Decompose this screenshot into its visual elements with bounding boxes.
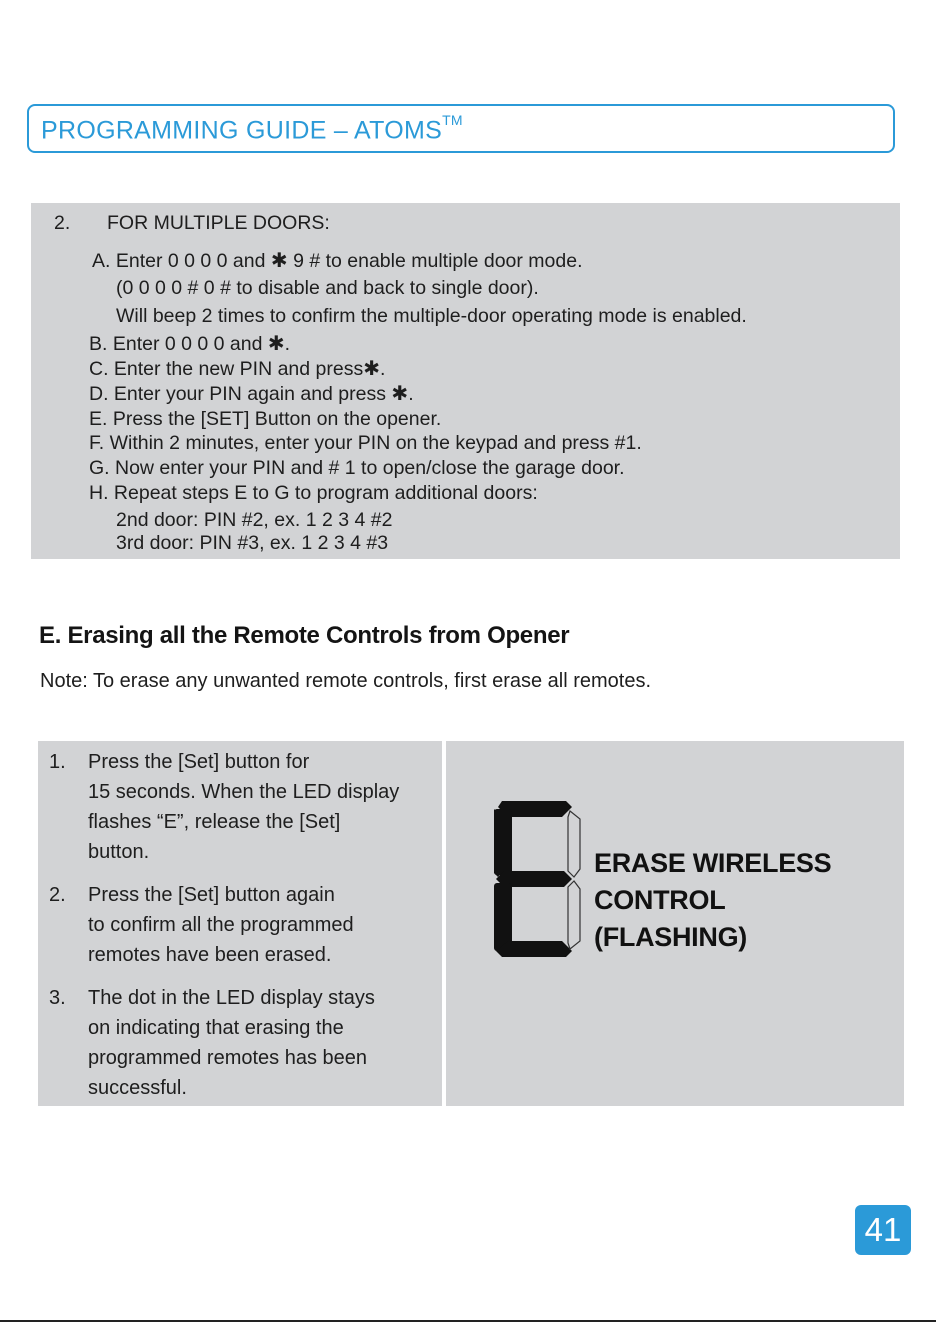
step-a-pre: A. Enter 0 0 0 0 and <box>92 250 266 272</box>
step-a-disable: (0 0 0 0 # 0 # to disable and back to single door). <box>116 277 539 299</box>
step-3-line: programmed remotes has been <box>88 1047 368 1069</box>
segment-e <box>494 883 512 951</box>
header-box <box>27 104 895 153</box>
step-h-door-3: 3rd door: PIN #3, ex. 1 2 3 4 #3 <box>116 532 389 554</box>
page-title <box>41 112 463 145</box>
led-label-line: CONTROL <box>594 885 726 915</box>
page-title-text: PROGRAMMING GUIDE – ATOMS <box>41 116 443 145</box>
step-b: B. Enter 0 0 0 0 and ✱. <box>89 333 291 355</box>
multiple-doors-panel <box>31 203 900 559</box>
step-3-line: successful. <box>88 1077 187 1099</box>
asterisk-icon: ✱ <box>267 333 285 355</box>
section-title: E. Erasing all the Remote Controls from Opener <box>39 622 570 649</box>
segment-f-body <box>494 809 512 875</box>
asterisk-icon: ✱ <box>391 383 409 405</box>
step-3-line: The dot in the LED display stays <box>88 987 375 1009</box>
step-h: H. Repeat steps E to G to program additional doors: <box>89 482 538 504</box>
led-label-line: (FLASHING) <box>594 922 747 952</box>
seven-segment-display-icon <box>490 797 590 962</box>
step-2-line: remotes have been erased. <box>88 944 332 966</box>
step-3-line: on indicating that erasing the <box>88 1017 344 1039</box>
step-b-text: B. Enter 0 0 0 0 and <box>89 333 263 355</box>
led-label <box>594 845 831 956</box>
step-1-line: 15 seconds. When the LED display <box>88 781 400 803</box>
step-1-number: 1. <box>49 751 66 773</box>
step-d: D. Enter your PIN again and press ✱. <box>89 383 414 405</box>
asterisk-icon: ✱ <box>270 250 288 272</box>
segment-d <box>496 941 572 957</box>
step-a-post: 9 # to enable multiple door mode. <box>293 250 583 272</box>
step-1-line: button. <box>88 841 150 863</box>
step-2-number: 2. <box>49 884 66 906</box>
multiple-doors-heading: FOR MULTIPLE DOORS: <box>107 212 330 234</box>
step-e: E. Press the [SET] Button on the opener. <box>89 408 442 430</box>
step-1-line: Press the [Set] button for <box>88 751 310 773</box>
step-g: G. Now enter your PIN and # 1 to open/close the garage door. <box>89 457 625 479</box>
segment-b-off <box>568 811 580 877</box>
asterisk-icon: ✱ <box>363 358 380 380</box>
erase-steps-panel <box>38 741 442 1106</box>
led-label-line: ERASE WIRELESS <box>594 848 832 878</box>
page-number: 41 <box>855 1205 911 1255</box>
step-a <box>92 249 583 273</box>
trademark: TM <box>442 112 463 128</box>
step-2-line: to confirm all the programmed <box>88 914 354 936</box>
bottom-rule <box>0 1320 936 1322</box>
step-1-line: flashes “E”, release the [Set] <box>88 811 341 833</box>
step-c-text: C. Enter the new PIN and press <box>89 358 364 380</box>
multiple-doors-number: 2. <box>54 212 71 234</box>
step-2-line: Press the [Set] button again <box>88 884 335 906</box>
step-h-door-2: 2nd door: PIN #2, ex. 1 2 3 4 #2 <box>116 509 393 531</box>
segment-c-off <box>568 881 580 949</box>
step-f: F. Within 2 minutes, enter your PIN on the keypad and press #1. <box>89 432 642 454</box>
step-3-number: 3. <box>49 987 66 1009</box>
step-c: C. Enter the new PIN and press✱. <box>89 358 386 380</box>
step-a-confirm: Will beep 2 times to confirm the multiple-door operating mode is enabled. <box>116 305 747 327</box>
note-text: Note: To erase any unwanted remote controls, first erase all remotes. <box>40 670 652 692</box>
step-d-text: D. Enter your PIN again and press <box>89 383 386 405</box>
